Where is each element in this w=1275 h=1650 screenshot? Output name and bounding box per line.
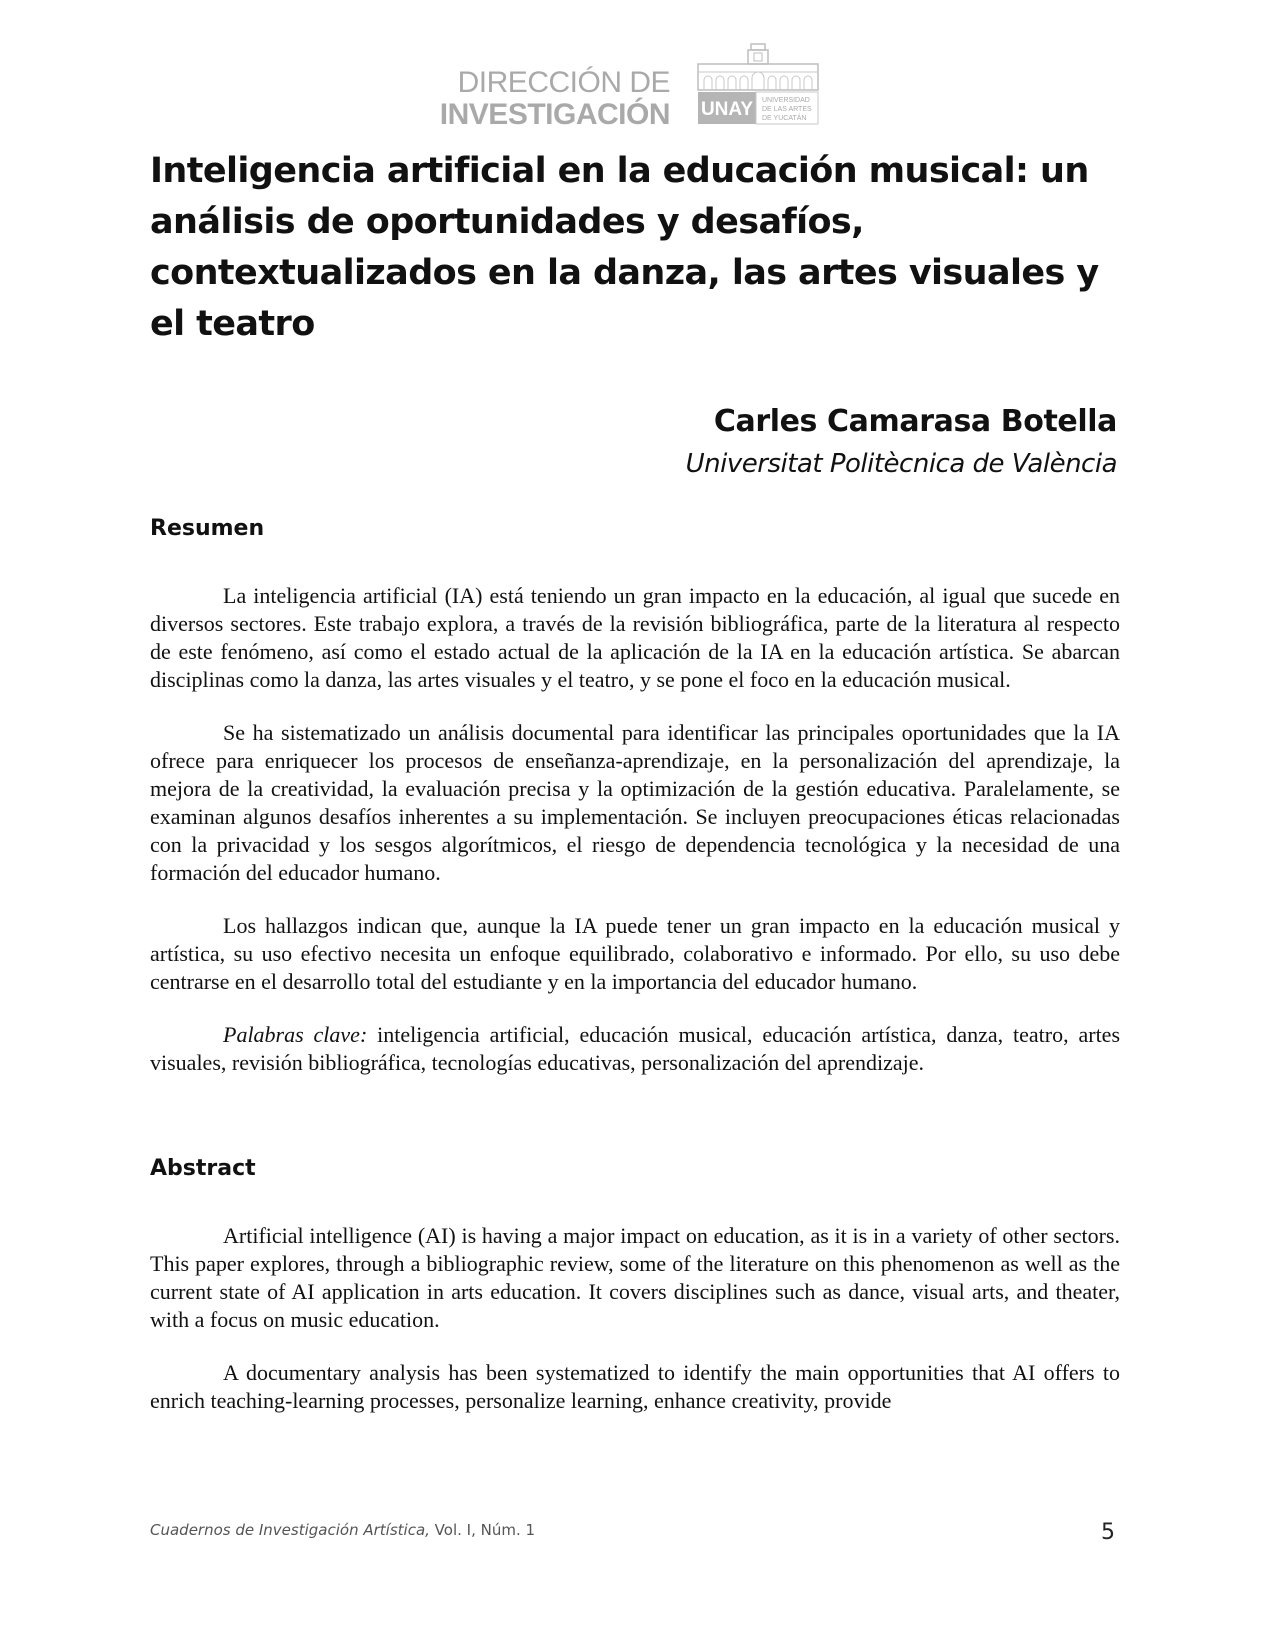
- header-logo: [0, 42, 1275, 131]
- journal-volume: Vol. I, Núm. 1: [429, 1521, 536, 1539]
- university-line-1: UNIVERSIDAD: [762, 97, 810, 104]
- article-title: Inteligencia artificial en la educación musical: un análisis de oportunidades y desafíos, contextualizados en la danza, las artes visuales y el teatro: [150, 151, 1099, 344]
- author-name: Carles Camarasa Botella: [713, 404, 1117, 439]
- logo-line-1: DIRECCIÓN DE: [457, 66, 670, 99]
- footer-journal: [150, 1521, 535, 1539]
- journal-name: Cuadernos de Investigación Artística,: [150, 1521, 430, 1539]
- author-affiliation: Universitat Politècnica de València: [685, 449, 1117, 479]
- page-number: 5: [1101, 1520, 1115, 1545]
- university-line-3: DE YUCATÁN: [762, 115, 807, 122]
- keywords-label: Palabras clave:: [223, 1022, 368, 1047]
- badge-text: UNAY: [700, 99, 754, 120]
- university-line-2: DE LAS ARTES: [762, 106, 812, 113]
- resumen-paragraph: Se ha sistematizado un análisis documental para identificar las principales oportunidades que la IA ofrece para enriquecer los procesos de enseñanza-aprendizaje, en la personalización del aprendizaje, la mejora de la creatividad, la evaluación precisa y la optimización de la gestión educativa. Paralelamente, se examinan algunos desafíos inherentes a su implementación. Se incluyen preocupaciones éticas relacionadas con la privacidad y los sesgos algorítmicos, el riesgo de dependencia tecnológica y la necesidad de una formación del educador humano.: [150, 720, 1120, 885]
- keywords-list: inteligencia artificial, educación musical, educación artística, danza, teatro, artes visuales, revisión bibliográfica, tecnologías educativas, personalización del aprendizaje.: [150, 1022, 1121, 1075]
- university-building-icon: [694, 42, 824, 126]
- logo-wordmark: [430, 68, 670, 130]
- resumen-body: [150, 582, 1120, 1102]
- keywords-paragraph: [150, 1021, 1120, 1077]
- resumen-paragraph: La inteligencia artificial (IA) está teniendo un gran impacto en la educación, al igual que sucede en diversos sectores. Este trabajo explora, a través de la revisión bibliográfica, parte de la literatura al respecto de este fenómeno, así como el estado actual de la aplicación de la IA en la educación artística. Se abarcan disciplinas como la danza, las artes visuales y el teatro, y se pone el foco en la educación musical.: [150, 583, 1120, 692]
- resumen-paragraph: Los hallazgos indican que, aunque la IA puede tener un gran impacto en la educación musical y artística, su uso efectivo necesita un enfoque equilibrado, colaborativo e informado. Por ello, su uso debe centrarse en el desarrollo total del estudiante y en la importancia del educador humano.: [150, 913, 1120, 994]
- abstract-body: [150, 1222, 1120, 1440]
- logo-line-2: INVESTIGACIÓN: [439, 98, 670, 131]
- abstract-paragraph: Artificial intelligence (AI) is having a major impact on education, as it is in a variety of other sectors. This paper explores, through a bibliographic review, some of the literature on this phenomenon as well as the current state of AI application in arts education. It covers disciplines such as dance, visual arts, and theater, with a focus on music education.: [150, 1223, 1120, 1332]
- abstract-paragraph: A documentary analysis has been systematized to identify the main opportunities that AI offers to enrich teaching-learning processes, personalize learning, enhance creativity, provide: [150, 1360, 1120, 1413]
- abstract-heading: Abstract: [150, 1156, 256, 1181]
- resumen-heading: Resumen: [150, 516, 265, 541]
